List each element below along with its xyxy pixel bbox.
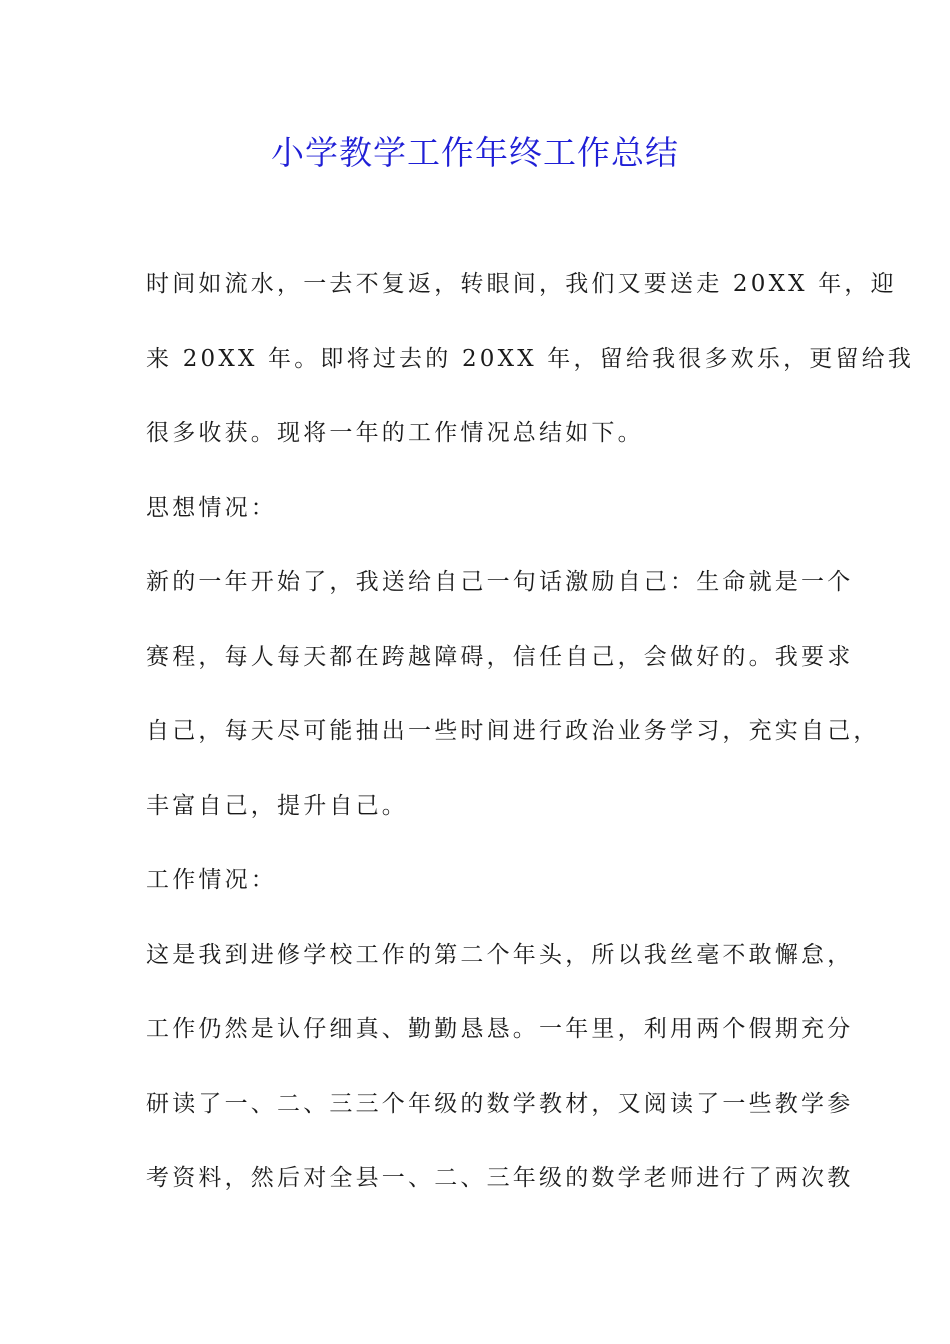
- section-heading-thought: 思想情况：: [146, 494, 277, 521]
- paragraph-line: 时间如流水，一去不复返，转眼间，我们又要送走 20XX 年，迎: [146, 271, 897, 297]
- paragraph-line: 研读了一、二、三三个年级的数学教材，又阅读了一些教学参: [146, 1090, 854, 1117]
- document-title: 小学教学工作年终工作总结: [271, 133, 679, 172]
- document-body: [146, 262, 915, 1231]
- paragraph-line: 很多收获。现将一年的工作情况总结如下。: [146, 420, 644, 446]
- paragraph-line: 这是我到进修学校工作的第二个年头，所以我丝毫不敢懈怠，: [146, 941, 854, 968]
- paragraph-line: 自己，每天尽可能抽出一些时间进行政治业务学习，充实自己，: [146, 718, 880, 744]
- section-heading-work: 工作情况：: [146, 867, 277, 893]
- paragraph-line: 赛程，每人每天都在跨越障碍，信任自己，会做好的。我要求: [146, 643, 854, 670]
- paragraph-line: 考资料，然后对全县一、二、三年级的数学老师进行了两次教: [146, 1165, 854, 1191]
- paragraph-line: 工作仍然是认仔细真、勤勤恳恳。一年里，利用两个假期充分: [146, 1016, 854, 1042]
- paragraph-line: 新的一年开始了，我送给自己一句话激励自己：生命就是一个: [146, 569, 854, 595]
- paragraph-line: 丰富自己，提升自己。: [146, 792, 408, 819]
- paragraph-line: 来 20XX 年。即将过去的 20XX 年，留给我很多欢乐，更留给我: [146, 345, 915, 372]
